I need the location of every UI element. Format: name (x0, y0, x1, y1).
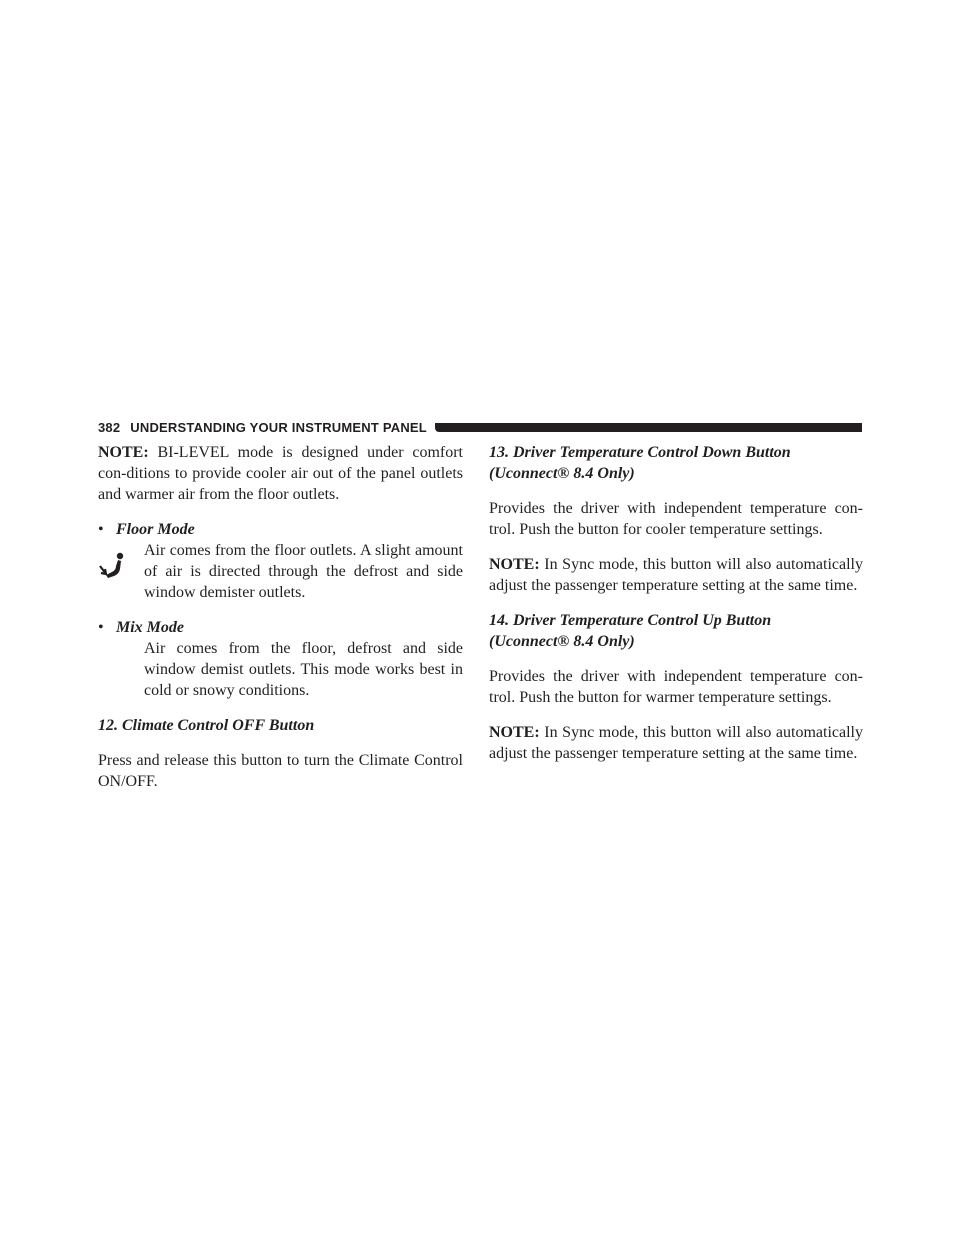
note-text: BI-LEVEL mode is designed under comfort con-ditions to provide cooler air out of the panel outlets and warmer air from the floor outlets. (98, 444, 463, 503)
right-column (489, 442, 863, 778)
heading-13-line2: (Uconnect® 8.4 Only) (489, 465, 635, 482)
heading-14 (489, 610, 863, 652)
note-label: NOTE: (489, 556, 540, 573)
heading-13 (489, 442, 863, 484)
floor-mode-body (98, 540, 463, 603)
bullet: • (98, 521, 104, 538)
note-bi-level (98, 442, 463, 505)
section-title: UNDERSTANDING YOUR INSTRUMENT PANEL (130, 419, 427, 435)
page-number: 382 (98, 419, 121, 435)
floor-mode-text: Air comes from the floor outlets. A slight amount of air is directed through the defrost and side window demister outlets. (144, 542, 463, 601)
text-14: Provides the driver with independent temperature con-trol. Push the button for warmer temperature settings. (489, 668, 863, 706)
heading-14-line1: 14. Driver Temperature Control Up Button (489, 612, 772, 629)
heading-13-line1: 13. Driver Temperature Control Down Button (489, 444, 791, 461)
note-13 (489, 554, 863, 596)
mix-mode-text: Air comes from the floor, defrost and side window demist outlets. This mode works best in cold or snowy conditions. (144, 640, 463, 699)
floor-mode-title: Floor Mode (116, 521, 195, 538)
floor-mode-icon (98, 540, 144, 588)
left-column (98, 442, 463, 806)
page-header (98, 418, 862, 436)
text-12: Press and release this button to turn the Climate Control ON/OFF. (98, 752, 463, 790)
note-text: In Sync mode, this button will also automatically adjust the passenger temperature setting at the same time. (489, 556, 864, 594)
mix-mode-title: Mix Mode (116, 619, 184, 636)
header-rule (435, 423, 862, 432)
text-13: Provides the driver with independent temperature con-trol. Push the button for cooler temperature settings. (489, 500, 863, 538)
note-label: NOTE: (98, 444, 149, 461)
bullet: • (98, 619, 104, 636)
heading-14-line2: (Uconnect® 8.4 Only) (489, 633, 635, 650)
heading-12: 12. Climate Control OFF Button (98, 717, 315, 734)
mix-mode-item (98, 617, 463, 638)
note-text: In Sync mode, this button will also automatically adjust the passenger temperature setting at the same time. (489, 724, 864, 762)
floor-mode-item (98, 519, 463, 540)
note-14 (489, 722, 863, 764)
note-label: NOTE: (489, 724, 540, 741)
